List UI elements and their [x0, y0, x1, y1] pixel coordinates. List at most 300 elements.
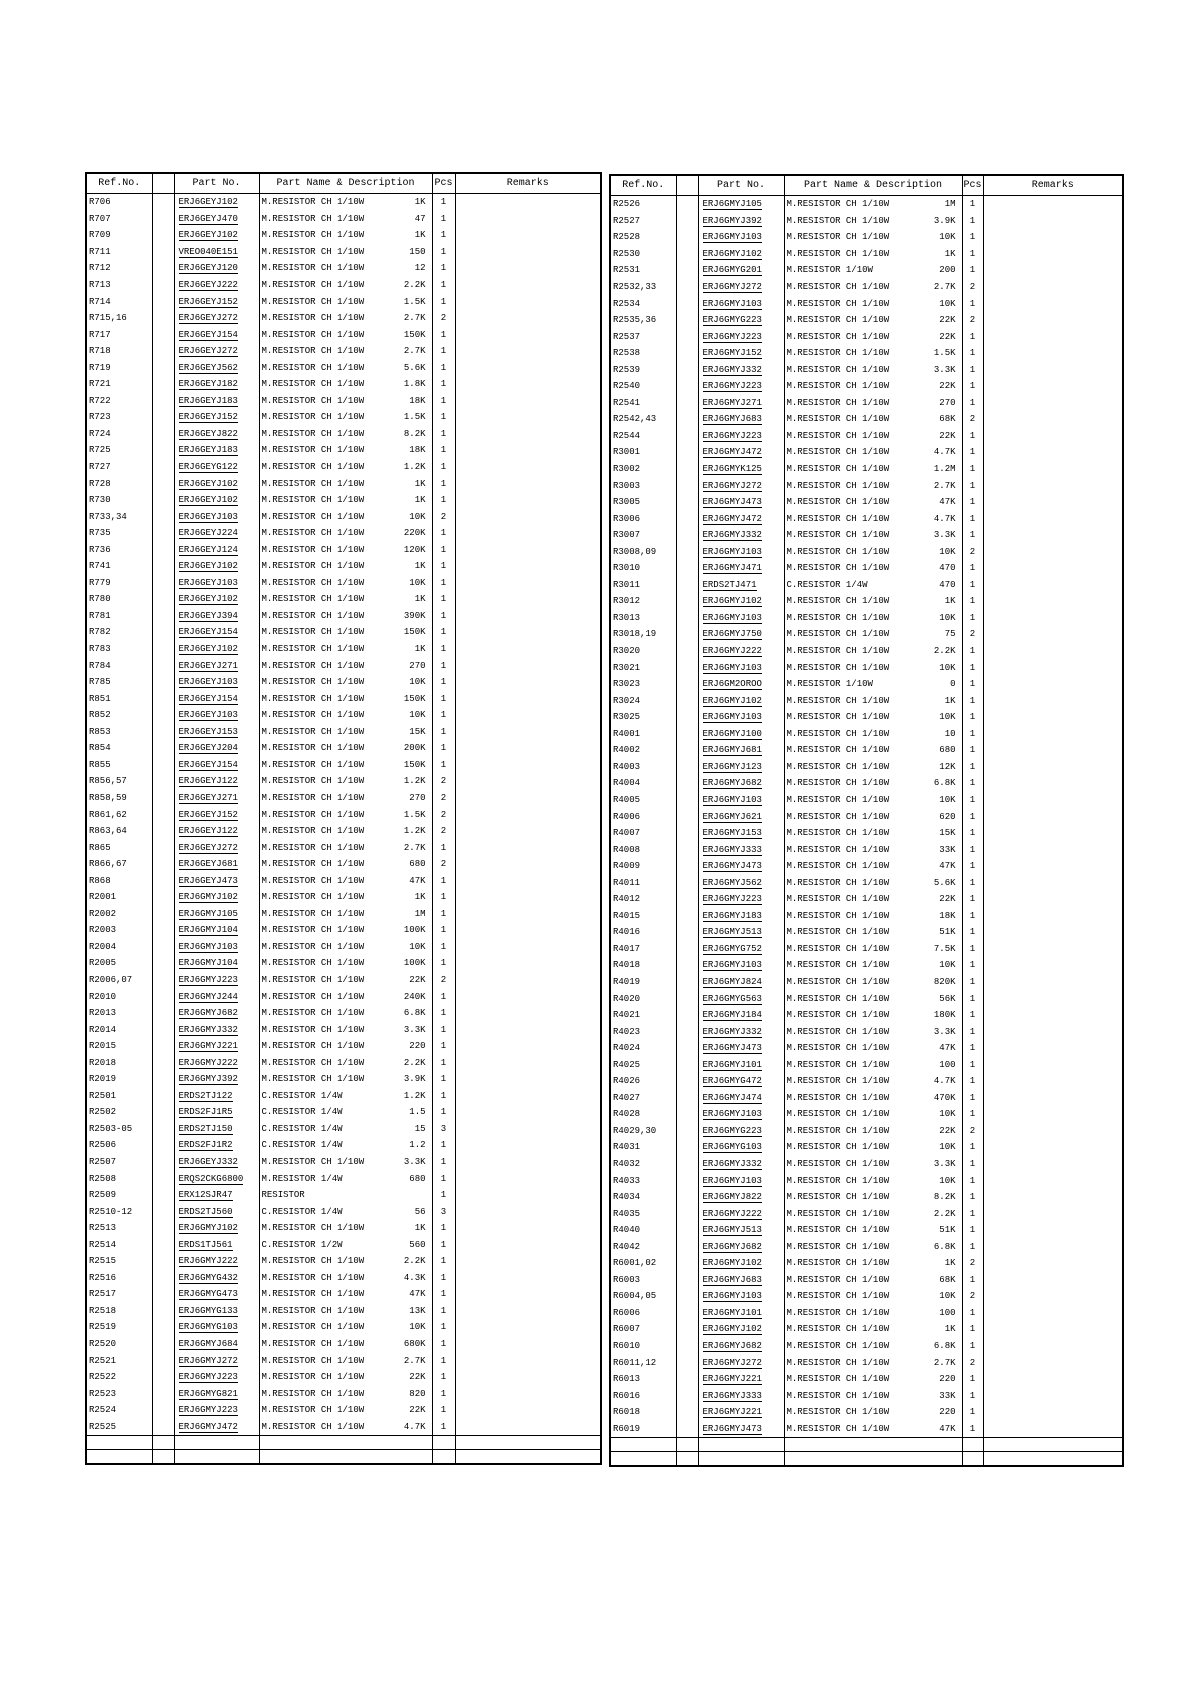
part-name-cell — [259, 1038, 432, 1055]
ref-no-cell: R722 — [86, 393, 152, 410]
pcs-cell: 1 — [432, 475, 455, 492]
blank-cell — [152, 740, 174, 757]
blank-cell — [152, 260, 174, 277]
value-text: 13K — [409, 1305, 426, 1316]
value-text: 68K — [939, 414, 956, 425]
table-row — [610, 1338, 1123, 1355]
pcs-cell: 1 — [962, 328, 983, 345]
part-no-text: ERDS2TJ150 — [178, 1123, 233, 1134]
part-name-cell — [784, 411, 962, 428]
table-row — [610, 312, 1123, 329]
table-row — [86, 227, 601, 244]
ref-no-cell: R2508 — [86, 1170, 152, 1187]
ref-no-cell: R4019 — [610, 974, 676, 991]
ref-no-cell: R2542,43 — [610, 411, 676, 428]
table-row — [86, 657, 601, 674]
blank-cell — [676, 593, 698, 610]
blank-cell — [152, 1170, 174, 1187]
table-row — [610, 361, 1123, 378]
remarks-cell — [983, 957, 1123, 974]
part-name-cell — [259, 409, 432, 426]
blank-cell — [152, 1121, 174, 1138]
pcs-cell: 1 — [962, 1338, 983, 1355]
pcs-cell: 2 — [432, 790, 455, 807]
ref-no-cell: R866,67 — [86, 856, 152, 873]
blank-cell — [152, 459, 174, 476]
table-row — [610, 808, 1123, 825]
remarks-cell — [455, 1303, 601, 1320]
description-text: C.RESISTOR 1/4W — [261, 1107, 343, 1118]
pcs-cell: 1 — [962, 1238, 983, 1255]
blank-cell — [152, 1088, 174, 1105]
part-no-cell — [698, 1023, 784, 1040]
table-row — [86, 757, 601, 774]
ref-no-cell: R2510-12 — [86, 1203, 152, 1220]
description-text: M.RESISTOR CH 1/10W — [261, 594, 365, 605]
description-text: M.RESISTOR CH 1/10W — [261, 908, 365, 919]
value-text: 10K — [409, 577, 426, 588]
value-text: 1.2K — [403, 462, 426, 473]
blank-cell — [676, 1172, 698, 1189]
pcs-cell: 1 — [432, 1253, 455, 1270]
table-row — [610, 775, 1123, 792]
part-no-text: ERJ6GMYJ333 — [702, 844, 762, 855]
part-no-cell — [698, 924, 784, 941]
part-name-cell — [259, 1170, 432, 1187]
blank-cell — [676, 444, 698, 461]
part-name-cell — [259, 839, 432, 856]
description-text: M.RESISTOR CH 1/10W — [261, 1372, 365, 1383]
value-text: 47K — [939, 1043, 956, 1054]
part-name-cell — [784, 1123, 962, 1140]
part-no-text: ERJ6GMYJ473 — [702, 1423, 762, 1434]
table-row — [86, 1054, 601, 1071]
blank-cell — [152, 343, 174, 360]
part-no-cell — [698, 1338, 784, 1355]
part-name-cell — [784, 1305, 962, 1322]
table-row — [86, 1203, 601, 1220]
description-text: M.RESISTOR CH 1/10W — [786, 811, 890, 822]
table-row — [610, 941, 1123, 958]
blank-cell — [152, 1286, 174, 1303]
remarks-cell — [983, 1056, 1123, 1073]
blank-cell — [152, 492, 174, 509]
table-row — [86, 1187, 601, 1204]
part-no-cell — [698, 560, 784, 577]
description-text: M.RESISTOR 1/10W — [786, 679, 873, 690]
remarks-cell — [983, 527, 1123, 544]
part-no-cell — [698, 312, 784, 329]
part-name-cell — [784, 279, 962, 296]
pcs-cell: 2 — [962, 1354, 983, 1371]
part-name-cell — [259, 376, 432, 393]
part-no-cell — [698, 246, 784, 263]
remarks-cell — [983, 345, 1123, 362]
blank-cell — [676, 279, 698, 296]
pcs-cell: 1 — [962, 361, 983, 378]
part-no-cell — [698, 990, 784, 1007]
part-no-cell — [174, 1203, 259, 1220]
ref-no-cell: R4042 — [610, 1238, 676, 1255]
value-text: 2.7K — [933, 282, 956, 292]
value-text: 1.5K — [403, 412, 426, 423]
remarks-cell — [983, 990, 1123, 1007]
blank-cell — [676, 494, 698, 511]
part-name-cell — [784, 378, 962, 395]
part-no-cell — [174, 393, 259, 410]
ref-no-cell: R865 — [86, 839, 152, 856]
remarks-cell — [983, 692, 1123, 709]
ref-no-cell: R736 — [86, 541, 152, 558]
pcs-cell: 1 — [962, 593, 983, 610]
value-text: 75 — [944, 629, 956, 640]
description-text: M.RESISTOR CH 1/10W — [261, 544, 365, 555]
blank-cell — [676, 345, 698, 362]
pcs-cell: 1 — [962, 841, 983, 858]
table-row — [610, 527, 1123, 544]
remarks-cell — [983, 676, 1123, 693]
table-row — [86, 856, 601, 873]
blank-cell — [152, 442, 174, 459]
value-text: 1K — [944, 1324, 956, 1335]
table-row — [86, 1385, 601, 1402]
table-row — [610, 643, 1123, 660]
part-no-cell — [174, 1220, 259, 1237]
value-text: 7.5K — [933, 943, 956, 954]
blank-cell — [152, 988, 174, 1005]
ref-no-cell: R4021 — [610, 1007, 676, 1024]
ref-no-cell: R6004,05 — [610, 1288, 676, 1305]
empty-row — [86, 1450, 601, 1465]
value-text: 6.8K — [933, 1341, 956, 1351]
part-no-text: ERJ6GMYJ471 — [702, 563, 762, 574]
part-no-cell — [698, 858, 784, 875]
part-no-cell — [174, 1303, 259, 1320]
part-name-cell — [784, 577, 962, 594]
part-no-text: ERJ6GMYJ682 — [702, 1241, 762, 1252]
part-no-text: ERJ6GMYJ750 — [702, 629, 762, 640]
description-text: M.RESISTOR CH 1/10W — [261, 660, 365, 671]
part-no-cell — [698, 328, 784, 345]
ref-no-cell: R853 — [86, 724, 152, 741]
ref-no-cell: R3020 — [610, 643, 676, 660]
remarks-cell — [455, 674, 601, 691]
table-row — [610, 841, 1123, 858]
table-row — [610, 1007, 1123, 1024]
remarks-cell — [983, 295, 1123, 312]
empty-cell — [455, 1450, 601, 1465]
table-row — [610, 213, 1123, 230]
blank-cell — [676, 1205, 698, 1222]
part-no-text: ERJ6GMYJ184 — [702, 1010, 762, 1021]
part-no-text: ERJ6GMYJ332 — [702, 530, 762, 541]
part-name-cell — [259, 260, 432, 277]
description-text: M.RESISTOR CH 1/10W — [786, 1059, 890, 1070]
value-text: 1.5K — [933, 348, 956, 359]
description-text: M.RESISTOR CH 1/10W — [261, 1388, 365, 1399]
description-text: M.RESISTOR CH 1/10W — [786, 1092, 890, 1103]
value-text: 47K — [409, 875, 426, 886]
ref-no-cell: R2507 — [86, 1154, 152, 1171]
table-row — [86, 1336, 601, 1353]
pcs-cell: 1 — [432, 393, 455, 410]
remarks-cell — [983, 709, 1123, 726]
pcs-cell: 2 — [962, 312, 983, 329]
part-no-text: ERJ6GEYG122 — [178, 462, 238, 473]
remarks-cell — [455, 326, 601, 343]
remarks-cell — [455, 856, 601, 873]
part-no-header: Part No. — [698, 175, 784, 196]
part-no-text: ERJ6GMYJ223 — [702, 430, 762, 441]
blank-cell — [676, 908, 698, 925]
table-row — [610, 1222, 1123, 1239]
table-row — [86, 211, 601, 228]
header-row — [610, 175, 1123, 196]
part-name-cell — [259, 972, 432, 989]
table-row — [86, 790, 601, 807]
ref-no-cell: R3011 — [610, 577, 676, 594]
value-text: 3.3K — [933, 1026, 956, 1037]
value-text: 620 — [939, 811, 956, 822]
value-text: 1K — [414, 495, 426, 506]
description-text: M.RESISTOR CH 1/10W — [261, 362, 365, 373]
description-text: M.RESISTOR CH 1/10W — [261, 263, 365, 274]
table-row — [86, 393, 601, 410]
remarks-cell — [455, 889, 601, 906]
table-row — [610, 1090, 1123, 1107]
part-no-cell — [698, 213, 784, 230]
remarks-cell — [455, 1071, 601, 1088]
part-no-cell — [698, 444, 784, 461]
part-no-cell — [174, 757, 259, 774]
pcs-cell: 1 — [432, 293, 455, 310]
part-no-text: ERJ6GEYJ103 — [178, 511, 238, 522]
part-name-cell — [259, 889, 432, 906]
pcs-cell: 1 — [432, 575, 455, 592]
part-name-cell — [259, 1270, 432, 1287]
table-row — [610, 229, 1123, 246]
part-no-cell — [174, 624, 259, 641]
part-no-cell — [698, 1123, 784, 1140]
remarks-cell — [455, 260, 601, 277]
value-text: 15K — [409, 726, 426, 737]
description-text: M.RESISTOR CH 1/10W — [261, 1041, 365, 1052]
pcs-cell: 1 — [962, 1139, 983, 1156]
blank-cell — [152, 773, 174, 790]
part-name-header: Part Name & Description — [784, 175, 962, 196]
remarks-cell — [455, 790, 601, 807]
part-no-text: ERJ6GEYJ822 — [178, 428, 238, 439]
description-text: M.RESISTOR CH 1/10W — [261, 296, 365, 307]
value-text: 680 — [409, 1173, 426, 1184]
table-row — [610, 477, 1123, 494]
value-text: 1M — [944, 199, 956, 210]
pcs-cell: 1 — [962, 1387, 983, 1404]
ref-no-cell: R4004 — [610, 775, 676, 792]
value-text: 56 — [414, 1206, 426, 1217]
table-row — [86, 575, 601, 592]
blank-cell — [152, 922, 174, 939]
pcs-cell: 1 — [962, 196, 983, 213]
table-row — [86, 839, 601, 856]
pcs-cell: 1 — [432, 1352, 455, 1369]
value-text: 22K — [939, 894, 956, 905]
value-text: 10K — [939, 712, 956, 723]
part-no-cell — [698, 345, 784, 362]
right-table-body — [610, 196, 1123, 1467]
remarks-cell — [455, 194, 601, 211]
part-name-cell — [784, 1404, 962, 1421]
ref-no-cell: R2003 — [86, 922, 152, 939]
description-text: M.RESISTOR CH 1/10W — [786, 1423, 890, 1434]
pcs-cell: 1 — [432, 525, 455, 542]
ref-no-cell: R2544 — [610, 428, 676, 445]
ref-no-cell: R6018 — [610, 1404, 676, 1421]
description-text: M.RESISTOR CH 1/10W — [261, 511, 365, 522]
description-text: M.RESISTOR CH 1/10W — [261, 859, 365, 870]
part-no-cell — [174, 227, 259, 244]
value-text: 15K — [939, 828, 956, 839]
part-no-cell — [174, 1054, 259, 1071]
pcs-cell: 1 — [432, 1369, 455, 1386]
parts-table-left — [85, 172, 602, 1465]
value-text: 6.8K — [933, 778, 956, 789]
blank-cell — [676, 709, 698, 726]
value-text: 100K — [403, 925, 426, 936]
value-text: 10K — [409, 677, 426, 688]
blank-cell — [676, 1338, 698, 1355]
blank-cell — [152, 575, 174, 592]
part-name-cell — [259, 872, 432, 889]
blank-cell — [676, 1023, 698, 1040]
ref-no-cell: R4011 — [610, 874, 676, 891]
pcs-cell: 1 — [962, 378, 983, 395]
part-no-text: ERJ6GEYJ394 — [178, 610, 238, 621]
ref-no-cell: R2520 — [86, 1336, 152, 1353]
part-no-text: ERJ6GEYJ102 — [178, 478, 238, 489]
part-no-cell — [698, 494, 784, 511]
part-no-text: ERJ6GMYJ221 — [178, 1041, 238, 1052]
table-row — [86, 376, 601, 393]
part-no-cell — [174, 773, 259, 790]
description-text: M.RESISTOR CH 1/10W — [786, 546, 890, 557]
table-row — [86, 872, 601, 889]
table-row — [610, 196, 1123, 213]
part-no-cell — [174, 1270, 259, 1287]
part-name-cell — [784, 825, 962, 842]
part-no-cell — [174, 839, 259, 856]
pcs-cell: 2 — [432, 773, 455, 790]
part-no-text: ERJ6GMYJ102 — [702, 596, 762, 607]
table-row — [86, 608, 601, 625]
remarks-cell — [455, 575, 601, 592]
remarks-cell — [983, 1189, 1123, 1206]
blank-cell — [676, 1387, 698, 1404]
remarks-cell — [455, 293, 601, 310]
pcs-cell: 1 — [432, 326, 455, 343]
table-row — [610, 626, 1123, 643]
part-no-text: ERJ6GEYJ154 — [178, 627, 238, 638]
remarks-cell — [983, 246, 1123, 263]
table-row — [86, 459, 601, 476]
part-no-cell — [698, 543, 784, 560]
ref-no-cell: R2004 — [86, 939, 152, 956]
part-name-cell — [784, 1023, 962, 1040]
ref-no-cell: R3018,19 — [610, 626, 676, 643]
blank-cell — [152, 541, 174, 558]
part-name-cell — [259, 1021, 432, 1038]
part-no-text: ERJ6GMYJ152 — [702, 348, 762, 359]
part-name-cell — [259, 541, 432, 558]
pcs-cell: 1 — [962, 1189, 983, 1206]
table-row — [610, 974, 1123, 991]
pcs-header: Pcs — [432, 173, 455, 194]
part-name-cell — [259, 823, 432, 840]
description-text: M.RESISTOR CH 1/10W — [786, 464, 890, 475]
description-text: M.RESISTOR CH 1/10W — [786, 993, 890, 1004]
description-text: M.RESISTOR CH 1/10W — [786, 877, 890, 888]
table-row — [610, 593, 1123, 610]
pcs-cell: 1 — [432, 1038, 455, 1055]
ref-no-cell: R863,64 — [86, 823, 152, 840]
ref-no-cell: R2530 — [610, 246, 676, 263]
table-row — [86, 1253, 601, 1270]
description-text: M.RESISTOR CH 1/10W — [786, 794, 890, 805]
table-row — [610, 1288, 1123, 1305]
ref-no-cell: R6001,02 — [610, 1255, 676, 1272]
blank-cell — [152, 359, 174, 376]
part-no-text: ERDS2TJ122 — [178, 1090, 233, 1101]
remarks-cell — [983, 626, 1123, 643]
description-text: M.RESISTOR CH 1/10W — [261, 428, 365, 439]
part-no-text: ERJ6GEYJ332 — [178, 1156, 238, 1167]
pcs-header: Pcs — [962, 175, 983, 196]
remarks-cell — [983, 1354, 1123, 1371]
blank-cell — [676, 692, 698, 709]
ref-no-cell: R4012 — [610, 891, 676, 908]
pcs-cell: 1 — [962, 692, 983, 709]
part-no-cell — [698, 1007, 784, 1024]
ref-no-cell: R781 — [86, 608, 152, 625]
value-text: 820 — [409, 1388, 426, 1399]
table-row — [86, 492, 601, 509]
part-no-cell — [698, 1255, 784, 1272]
value-text: 1.5K — [403, 809, 426, 820]
blank-cell — [676, 626, 698, 643]
ref-no-cell: R730 — [86, 492, 152, 509]
pcs-cell: 1 — [432, 674, 455, 691]
part-no-text: ERJ6GEYJ272 — [178, 842, 238, 853]
ref-no-cell: R3025 — [610, 709, 676, 726]
part-no-cell — [698, 742, 784, 759]
blank-cell — [152, 591, 174, 608]
value-text: 5.6K — [933, 877, 956, 888]
remarks-cell — [983, 395, 1123, 412]
value-text: 18K — [409, 445, 426, 456]
pcs-cell: 2 — [432, 972, 455, 989]
part-no-cell — [174, 1236, 259, 1253]
table-row — [610, 1040, 1123, 1057]
blank-cell — [676, 775, 698, 792]
part-no-cell — [698, 477, 784, 494]
value-text: 100 — [939, 1307, 956, 1318]
value-text: 8.2K — [933, 1192, 956, 1203]
blank-cell — [676, 246, 698, 263]
part-no-text: ERJ6GMYJ271 — [702, 397, 762, 408]
part-name-cell — [784, 775, 962, 792]
description-text: M.RESISTOR CH 1/10W — [261, 644, 365, 655]
part-no-text: ERJ6GEYJ272 — [178, 313, 238, 324]
